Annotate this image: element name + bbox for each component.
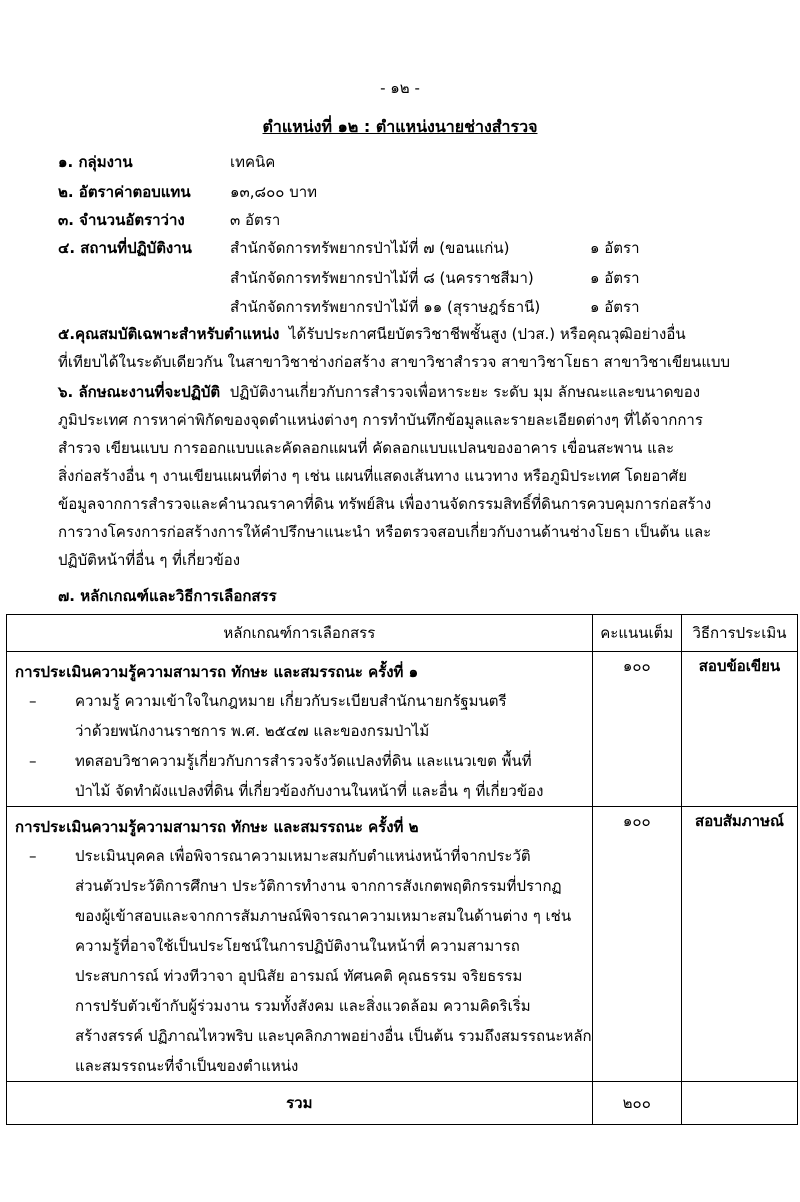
- total-method-empty: [681, 1082, 797, 1125]
- bullet-line: และสมรรถนะที่จำเป็นของตำแหน่ง: [75, 1057, 299, 1075]
- qualifications-line: ที่เทียบได้ในระดับเดียวกัน ในสาขาวิชาช่างก่อสร้าง สาขาวิชาสำรวจ สาขาวิชาโยธา สาขาวิชาเขียนแบบ: [58, 353, 731, 371]
- duties-label: ๖. ลักษณะงานที่จะปฏิบัติ: [58, 383, 221, 401]
- criteria-bullet: [7, 686, 592, 746]
- page-title: ตำแหน่งที่ ๑๒ : ตำแหน่งนายช่างสำรวจ: [262, 117, 538, 136]
- field-group-value: เทคนิค: [230, 153, 276, 171]
- dash-icon: –: [29, 692, 37, 710]
- score-cell: ๑๐๐: [592, 652, 681, 807]
- workplace-rate: ๑ อัตรา: [590, 239, 640, 257]
- table-row: [7, 652, 798, 807]
- bullet-line: ความรู้ ความเข้าใจในกฎหมาย เกี่ยวกับระเบียบสำนักนายกรัฐมนตรี: [75, 692, 507, 710]
- bullet-line: ประเมินบุคคล เพื่อพิจารณาความเหมาะสมกับตำแหน่งหน้าที่จากประวัติ: [75, 847, 531, 865]
- method-cell: สอบข้อเขียน: [681, 652, 797, 807]
- page-number: - ๑๒ -: [380, 79, 420, 97]
- criteria-table: [6, 614, 798, 1125]
- field-workplace-label: ๔. สถานที่ปฏิบัติงาน: [58, 239, 192, 257]
- duties-line: ข้อมูลจากการสำรวจและคำนวณราคาที่ดิน ทรัพย์สิน เพื่องานจัดกรรมสิทธิ์ที่ดินการควบคุมการก่อสร้าง: [58, 495, 712, 513]
- bullet-line: ของผู้เข้าสอบและจากการสัมภาษณ์พิจารณาความเหมาะสมในด้านต่าง ๆ เช่น: [75, 907, 572, 925]
- field-vacancies-value: ๓ อัตรา: [230, 211, 281, 229]
- method-cell: สอบสัมภาษณ์: [681, 807, 797, 1082]
- selection-heading: ๗. หลักเกณฑ์และวิธีการเลือกสรร: [58, 587, 277, 605]
- criteria-title: การประเมินความรู้ความสามารถ ทักษะ และสมรรถนะ ครั้งที่ ๒: [15, 818, 419, 836]
- header-score: คะแนนเต็ม: [592, 615, 681, 652]
- field-salary-value: ๑๓,๘๐๐ บาท: [230, 183, 318, 201]
- criteria-bullet: [7, 746, 592, 806]
- bullet-line: ว่าด้วยพนักงานราชการ พ.ศ. ๒๕๔๗ และของกรมป่าไม้: [75, 722, 430, 740]
- duties-line: [58, 378, 748, 406]
- bullet-line: ป่าไม้ จัดทำผังแปลงที่ดิน ที่เกี่ยวข้องกับงานในหน้าที่ และอื่น ๆ ที่เกี่ยวข้อง: [75, 782, 544, 800]
- qualifications-text: ได้รับประกาศนียบัตรวิชาชีพชั้นสูง (ปวส.) หรือคุณวุฒิอย่างอื่น: [288, 325, 686, 343]
- duties-line: ภูมิประเทศ การหาค่าพิกัดของจุดตำแหน่งต่างๆ การทำบันทึกข้อมูลและรายละเอียดต่างๆ ที่ได้จากการ: [58, 411, 703, 429]
- workplace-location: สำนักจัดการทรัพยากรป่าไม้ที่ ๑๑ (สุราษฎร์ธานี): [230, 298, 541, 316]
- field-vacancies-label: ๓. จำนวนอัตราว่าง: [58, 211, 185, 229]
- duties-line: สำรวจ เขียนแบบ การออกแบบและคัดลอกแผนที่ คัดลอกแบบแปลนของอาคาร เขื่อนสะพาน และ: [58, 439, 675, 457]
- header-criteria: หลักเกณฑ์การเลือกสรร: [7, 615, 593, 652]
- header-method: วิธีการประเมิน: [681, 615, 797, 652]
- criteria-cell: [7, 807, 593, 1082]
- table-total-row: [7, 1082, 798, 1125]
- bullet-line: ทดสอบวิชาความรู้เกี่ยวกับการสำรวจรังวัดแปลงที่ดิน และแนวเขต พื้นที่: [75, 752, 532, 770]
- duties-line: สิ่งก่อสร้างอื่น ๆ งานเขียนแผนที่ต่าง ๆ เช่น แผนที่แสดงเส้นทาง แนวทาง หรือภูมิประเทศ โดยอาศัย: [58, 467, 687, 485]
- dash-icon: –: [29, 847, 37, 865]
- bullet-line: ความรู้ที่อาจใช้เป็นประโยชน์ในการปฏิบัติงานในหน้าที่ ความสามารถ: [75, 937, 520, 955]
- table-header-row: [7, 615, 798, 652]
- table-row: [7, 807, 798, 1082]
- criteria-cell: [7, 652, 593, 807]
- total-score: ๒๐๐: [592, 1082, 681, 1125]
- duties-line: การวางโครงการก่อสร้างการให้คำปรึกษาแนะนำ หรือตรวจสอบเกี่ยวกับงานด้านช่างโยธา เป็นต้น และ: [58, 523, 712, 541]
- bullet-line: การปรับตัวเข้ากับผู้ร่วมงาน รวมทั้งสังคม และสิ่งแวดล้อม ความคิดริเริ่ม: [75, 997, 531, 1015]
- duties-text: ปฏิบัติงานเกี่ยวกับการสำรวจเพื่อหาระยะ ระดับ มุม ลักษณะและขนาดของ: [229, 383, 701, 401]
- bullet-line: ประสบการณ์ ท่วงทีวาจา อุปนิสัย อารมณ์ ทัศนคติ คุณธรรม จริยธรรม: [75, 967, 523, 985]
- score-cell: ๑๐๐: [592, 807, 681, 1082]
- duties-section: [58, 378, 748, 574]
- total-label: รวม: [7, 1082, 593, 1125]
- qualifications-label: ๕.คุณสมบัติเฉพาะสำหรับตำแหน่ง: [58, 325, 280, 343]
- bullet-line: สร้างสรรค์ ปฏิภาณไหวพริบ และบุคลิกภาพอย่างอื่น เป็นต้น รวมถึงสมรรถนะหลัก: [75, 1027, 592, 1045]
- workplace-location: สำนักจัดการทรัพยากรป่าไม้ที่ ๗ (ขอนแก่น): [230, 239, 510, 257]
- workplace-location: สำนักจัดการทรัพยากรป่าไม้ที่ ๘ (นครราชสีมา): [230, 269, 534, 287]
- bullet-line: ส่วนตัวประวัติการศึกษา ประวัติการทำงาน จากการสังเกตพฤติกรรมที่ปรากฏ: [75, 877, 562, 895]
- qualifications-line: [58, 320, 748, 348]
- dash-icon: –: [29, 752, 37, 770]
- duties-line: ปฏิบัติหน้าที่อื่น ๆ ที่เกี่ยวข้อง: [58, 551, 241, 569]
- criteria-title: การประเมินความรู้ความสามารถ ทักษะ และสมรรถนะ ครั้งที่ ๑: [15, 663, 419, 681]
- criteria-bullet: [7, 841, 592, 1081]
- field-salary-label: ๒. อัตราค่าตอบแทน: [58, 183, 191, 201]
- workplace-rate: ๑ อัตรา: [590, 269, 640, 287]
- field-group-label: ๑. กลุ่มงาน: [58, 153, 133, 171]
- workplace-rate: ๑ อัตรา: [590, 298, 640, 316]
- qualifications-section: [58, 320, 748, 376]
